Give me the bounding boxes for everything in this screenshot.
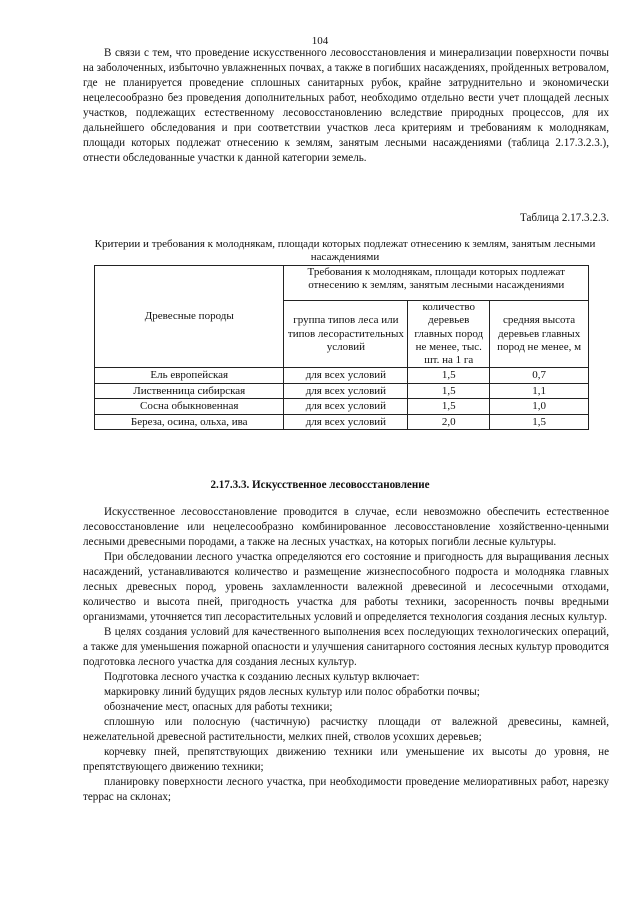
header-forest-group: группа типов леса или типов лесорастительных условий	[284, 301, 408, 368]
cell-count: 2,0	[408, 414, 490, 430]
cell-count: 1,5	[408, 383, 490, 399]
cell-conditions: для всех условий	[284, 414, 408, 430]
table-row	[95, 414, 589, 430]
cell-conditions: для всех условий	[284, 383, 408, 399]
header-requirements: Требования к молоднякам, площади которых подлежат отнесению к землям, занятым лесными насаждениями	[284, 266, 589, 301]
table-caption: Таблица 2.17.3.2.3.	[519, 212, 609, 224]
cell-count: 1,5	[408, 368, 490, 384]
list-item: маркировку линий будущих рядов лесных культур или полос обработки почвы;	[104, 686, 480, 698]
cell-species: Береза, осина, ольха, ива	[95, 414, 284, 430]
section-heading: 2.17.3.3. Искусственное лесовосстановление	[210, 479, 430, 491]
table-title: Критерии и требования к молоднякам, площади которых подлежат отнесению к землям, занятым лесными насаждениями	[94, 238, 596, 263]
cell-species: Лиственница сибирская	[95, 383, 284, 399]
body-paragraph: Искусственное лесовосстановление проводится в случае, если невозможно обеспечить естественное лесовосстановление или нецелесообразно комбинированное лесовосстановление хозяйственно-ценными лесными древесными породами, а также на лесных участках, на которых погибли лесные культуры.	[83, 506, 609, 548]
list-item: сплошную или полосную (частичную) расчистку площади от валежной древесины, камней, нежелательной древесной растительности, мелких пней, стволов усохших деревьев;	[83, 716, 609, 743]
table-header-row	[95, 266, 589, 301]
list-item: планировку поверхности лесного участка, при необходимости проведение мелиоративных работ, нарезку террас на склонах;	[83, 776, 609, 803]
page-number: 104	[311, 35, 329, 47]
header-species: Древесные породы	[95, 266, 284, 368]
table-row	[95, 399, 589, 415]
body-paragraph: В целях создания условий для качественного выполнения всех последующих технологических операций, а также для уменьшения пожарной опасности и улучшения санитарного состояния лесных культур проводится подготовка лесного участка для создания лесных культур.	[83, 626, 609, 668]
intro-paragraph: В связи с тем, что проведение искусственного лесовосстановления и минерализации поверхности почвы на заболоченных, избыточно увлажненных почвах, а также в погибших насаждениях, пройденных ветровалом, где не планируется проведение сплошных санитарных рубок, крайне затруднительно и экономически нецелесообразно без проведения дополнительных работ, необходимо отдельно вести учет площадей лесных участков, подлежащих естественному лесовосстановлению вследствие природных процессов, для их дальнейшего обследования и при соответствии участков леса критериям и требованиям к молоднякам, площади которых подлежат отнесению к землям, занятым лесными насаждениями (таблица 2.17.3.2.3.), отнести обследованные участки к данной категории земель.	[83, 47, 609, 164]
cell-height: 1,5	[490, 414, 589, 430]
table-row	[95, 368, 589, 384]
header-tree-count: количество деревьев главных пород не менее, тыс. шт. на 1 га	[408, 301, 490, 368]
intro-section	[83, 46, 609, 166]
cell-species: Сосна обыкновенная	[95, 399, 284, 415]
cell-height: 1,1	[490, 383, 589, 399]
body-paragraph: Подготовка лесного участка к созданию лесных культур включает:	[104, 671, 420, 683]
list-item: обозначение мест, опасных для работы техники;	[104, 701, 333, 713]
cell-conditions: для всех условий	[284, 399, 408, 415]
cell-height: 0,7	[490, 368, 589, 384]
cell-species: Ель европейская	[95, 368, 284, 384]
cell-conditions: для всех условий	[284, 368, 408, 384]
header-avg-height: средняя высота деревьев главных пород не менее, м	[490, 301, 589, 368]
cell-height: 1,0	[490, 399, 589, 415]
body-paragraph: При обследовании лесного участка определяются его состояние и пригодность для выращивания лесных насаждений, устанавливаются количество и размещение жизнеспособного подроста и молодняка главных лесных древесных пород, уровень захламленности валежной древесиной и лесосечными отходами, количество и высота пней, пригодность участка для работы техники, засоренность почвы вредными организмами, уточняется тип лесорастительных условий и определяется технология создания лесных культур.	[83, 551, 609, 623]
cell-count: 1,5	[408, 399, 490, 415]
list-item: корчевку пней, препятствующих движению техники или уменьшение их высоты до уровня, не препятствующего движению техники;	[83, 746, 609, 773]
body-section	[83, 505, 609, 805]
table-row	[95, 383, 589, 399]
criteria-table	[94, 265, 589, 430]
